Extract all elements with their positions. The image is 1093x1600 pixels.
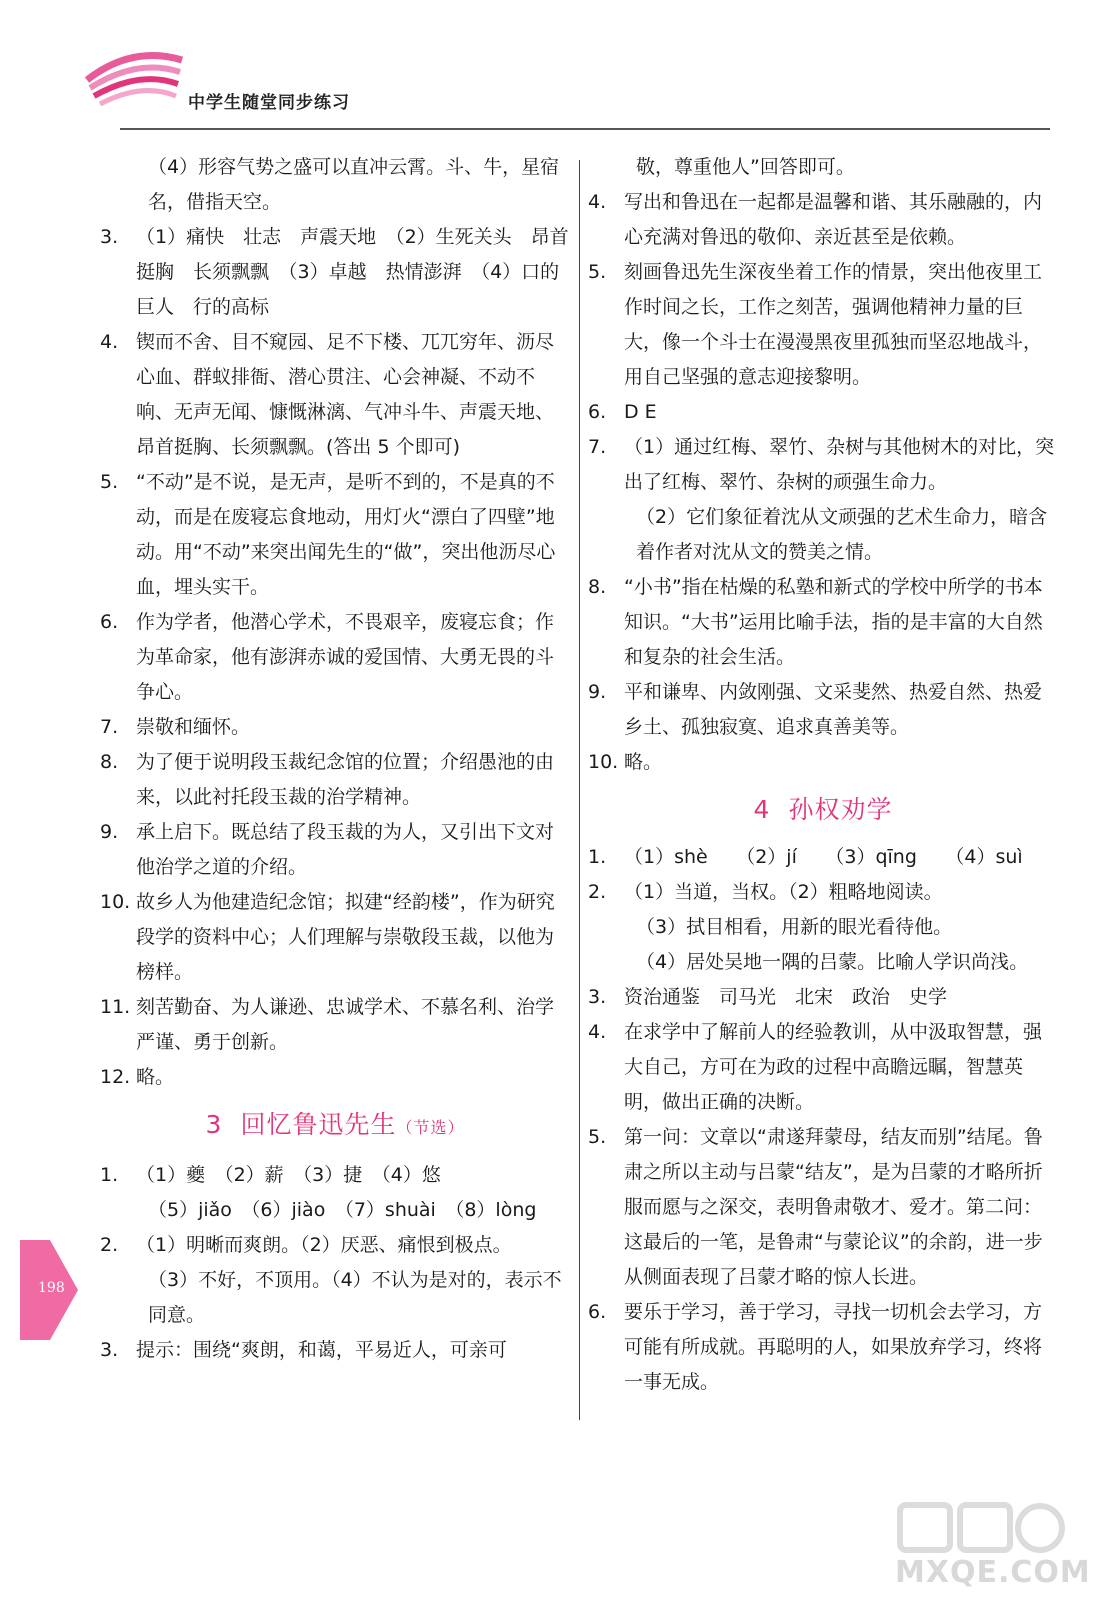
- answer-item: [100, 1228, 570, 1263]
- answer-item: [588, 500, 1058, 570]
- answer-text: D E: [624, 401, 657, 423]
- answer-number: 1.: [100, 1164, 119, 1186]
- answer-number: 9.: [588, 681, 607, 703]
- answer-item: [588, 675, 1058, 745]
- answer-number: 3.: [588, 986, 607, 1008]
- column-divider: [579, 160, 580, 1420]
- answer-list-left: [100, 150, 570, 1095]
- answer-item: [100, 1333, 570, 1368]
- answer-item: [588, 150, 1058, 185]
- section-title-text: 回忆鲁迅先生: [240, 1110, 397, 1139]
- swoosh-logo-icon: [82, 40, 192, 120]
- answer-item: [588, 840, 1058, 875]
- answer-item: [100, 990, 570, 1060]
- page-header: [0, 0, 1093, 140]
- answer-text: “小书”指在枯燥的私塾和新式的学校中所学的书本知识。“大书”运用比喻手法，指的是丰富的大自然和复杂的社会生活。: [624, 576, 1043, 668]
- answer-text: “不动”是不说，是无声，是听不到的，不是真的不动，而是在废寝忘食地动，用灯火“漂白了四壁”地动。用“不动”来突出闻先生的“做”，突出他沥尽心血，埋头实干。: [136, 471, 556, 598]
- answer-text: 刻苦勤奋、为人谦逊、忠诚学术、不慕名利、治学严谨、勇于创新。: [136, 996, 555, 1053]
- answer-item: [100, 1060, 570, 1095]
- answer-text: （1）通过红梅、翠竹、杂树与其他树木的对比，突出了红梅、翠竹、杂树的顽强生命力。: [624, 436, 1055, 493]
- answer-item: [100, 605, 570, 710]
- answer-number: 4.: [100, 331, 119, 353]
- answer-number: 10.: [100, 891, 131, 913]
- section-number: 3: [205, 1110, 223, 1139]
- answer-number: 5.: [100, 471, 119, 493]
- answer-number: 11.: [100, 996, 131, 1018]
- section-number: 4: [753, 795, 771, 824]
- answer-text: （1）明晰而爽朗。（2）厌恶、痛恨到极点。: [136, 1234, 512, 1256]
- answer-text: （1）shè （2）jí （3）qīng （4）suì: [624, 846, 1023, 868]
- answer-item: [588, 255, 1058, 395]
- answer-item: [588, 1120, 1058, 1295]
- answer-item: [100, 325, 570, 465]
- answer-number: 6.: [588, 401, 607, 423]
- right-column: [588, 150, 1058, 1400]
- answer-number: 5.: [588, 261, 607, 283]
- answer-number: 6.: [100, 611, 119, 633]
- answer-item: [100, 150, 570, 220]
- answer-number: 8.: [588, 576, 607, 598]
- answer-text: 略。: [624, 751, 663, 773]
- answer-item: [588, 185, 1058, 255]
- answer-text: 平和谦卑、内敛刚强、文采斐然、热爱自然、热爱乡土、孤独寂寞、追求真善美等。: [624, 681, 1043, 738]
- answer-text: 承上启下。既总结了段玉裁的为人，又引出下文对他治学之道的介绍。: [136, 821, 555, 878]
- header-title: 中学生随堂同步练习: [188, 93, 350, 113]
- answer-text: 第一问：文章以“肃遂拜蒙母，结友而别”结尾。鲁肃之所以主动与吕蒙“结友”，是为吕蒙的才略所折服而愿与之深交，表明鲁肃敬才、爱才。第二问：这最后的一笔，是鲁肃“与蒙论议”的余韵，进一步从侧面表现了吕蒙才略的惊人长进。: [624, 1126, 1043, 1288]
- answer-text: 要乐于学习，善于学习，寻找一切机会去学习，方可能有所成就。再聪明的人，如果放弃学习，终将一事无成。: [624, 1301, 1043, 1393]
- header-divider: [120, 128, 1050, 130]
- answer-text: 略。: [136, 1066, 175, 1088]
- answer-text: （4）居处吴地一隅的吕蒙。比喻人学识尚浅。: [636, 951, 1029, 973]
- section-title-note: （节选）: [396, 1118, 465, 1137]
- section-4-title: [588, 790, 1058, 830]
- answer-item: [100, 1263, 570, 1333]
- answer-number: 5.: [588, 1126, 607, 1148]
- page-number: 198: [38, 1280, 65, 1296]
- answer-item: [588, 430, 1058, 500]
- answer-item: [100, 885, 570, 990]
- answer-item: [588, 980, 1058, 1015]
- answer-item: [100, 1193, 570, 1228]
- answer-text: 敬，尊重他人”回答即可。: [636, 156, 855, 178]
- answer-item: [588, 945, 1058, 980]
- answer-text: （5）jiǎo （6）jiào （7）shuài （8）lòng: [148, 1199, 537, 1221]
- answer-text: （2）它们象征着沈从文顽强的艺术生命力，暗含着作者对沈从文的赞美之情。: [636, 506, 1048, 563]
- answer-text: 写出和鲁迅在一起都是温馨和谐、其乐融融的，内心充满对鲁迅的敬仰、亲近甚至是依赖。: [624, 191, 1043, 248]
- answer-item: [100, 815, 570, 885]
- answer-text: 提示：围绕“爽朗，和蔼，平易近人，可亲可: [136, 1339, 507, 1361]
- answer-number: 3.: [100, 1339, 119, 1361]
- answer-number: 7.: [588, 436, 607, 458]
- answer-number: 3.: [100, 226, 119, 248]
- answer-number: 7.: [100, 716, 119, 738]
- answer-number: 8.: [100, 751, 119, 773]
- answer-item: [588, 745, 1058, 780]
- answer-text: （1）当道，当权。（2）粗略地阅读。: [624, 881, 943, 903]
- answer-number: 12.: [100, 1066, 131, 1088]
- answer-number: 4.: [588, 1021, 607, 1043]
- answer-item: [588, 875, 1058, 910]
- answer-item: [100, 465, 570, 605]
- answer-list-right: [588, 150, 1058, 780]
- answer-text: 故乡人为他建造纪念馆；拟建“经韵楼”，作为研究段学的资料中心；人们理解与崇敬段玉裁，以他为榜样。: [136, 891, 555, 983]
- watermark-text: MXQE.COM: [895, 1555, 1091, 1590]
- answer-number: 2.: [588, 881, 607, 903]
- answer-text: 资治通鉴 司马光 北宋 政治 史学: [624, 986, 948, 1008]
- answer-item: [588, 910, 1058, 945]
- answer-number: 9.: [100, 821, 119, 843]
- answer-item: [100, 745, 570, 815]
- answer-text: 锲而不舍、目不窥园、足不下楼、兀兀穷年、沥尽心血、群蚁排衙、潜心贯注、心会神凝、不动不响、无声无闻、慷慨淋漓、气冲斗牛、声震天地、昂首挺胸、长须飘飘。(答出 5 个即可): [136, 331, 555, 458]
- answer-text: （1）痛快 壮志 声震天地 （2）生死关头 昂首挺胸 长须飘飘 （3）卓越 热情澎湃 （4）口的巨人 行的高标: [136, 226, 569, 318]
- answer-number: 1.: [588, 846, 607, 868]
- answer-text: （4）形容气势之盛可以直冲云霄。斗、牛，星宿名，借指天空。: [148, 156, 560, 213]
- section-3-title: [100, 1105, 570, 1148]
- answer-text: 刻画鲁迅先生深夜坐着工作的情景，突出他夜里工作时间之长，工作之刻苦，强调他精神力量的巨大，像一个斗士在漫漫黑夜里孤独而坚忍地战斗，用自己坚强的意志迎接黎明。: [624, 261, 1043, 388]
- answer-item: [588, 1295, 1058, 1400]
- left-column: [100, 150, 570, 1368]
- answer-list-section-4: [588, 840, 1058, 1400]
- section-title-text: 孙权劝学: [788, 795, 893, 824]
- answer-item: [588, 395, 1058, 430]
- answer-number: 6.: [588, 1301, 607, 1323]
- answer-number: 2.: [100, 1234, 119, 1256]
- answer-item: [588, 570, 1058, 675]
- answer-number: 4.: [588, 191, 607, 213]
- answer-text: （3）不好，不顶用。（4）不认为是对的，表示不同意。: [148, 1269, 562, 1326]
- answer-text: 崇敬和缅怀。: [136, 716, 251, 738]
- answer-text: （1）夔 （2）薪 （3）捷 （4）悠: [136, 1164, 441, 1186]
- answer-item: [100, 220, 570, 325]
- answer-text: 在求学中了解前人的经验教训，从中汲取智慧，强大自己，方可在为政的过程中高瞻远瞩，智慧英明，做出正确的决断。: [624, 1021, 1043, 1113]
- answer-text: 为了便于说明段玉裁纪念馆的位置；介绍愚池的由来，以此衬托段玉裁的治学精神。: [136, 751, 555, 808]
- answer-text: （3）拭目相看，用新的眼光看待他。: [636, 916, 953, 938]
- answer-number: 10.: [588, 751, 619, 773]
- answer-item: [588, 1015, 1058, 1120]
- answer-list-section-3: [100, 1158, 570, 1368]
- answer-item: [100, 1158, 570, 1193]
- answer-text: 作为学者，他潜心学术，不畏艰辛，废寝忘食；作为革命家，他有澎湃赤诚的爱国情、大勇无畏的斗争心。: [136, 611, 555, 703]
- answer-item: [100, 710, 570, 745]
